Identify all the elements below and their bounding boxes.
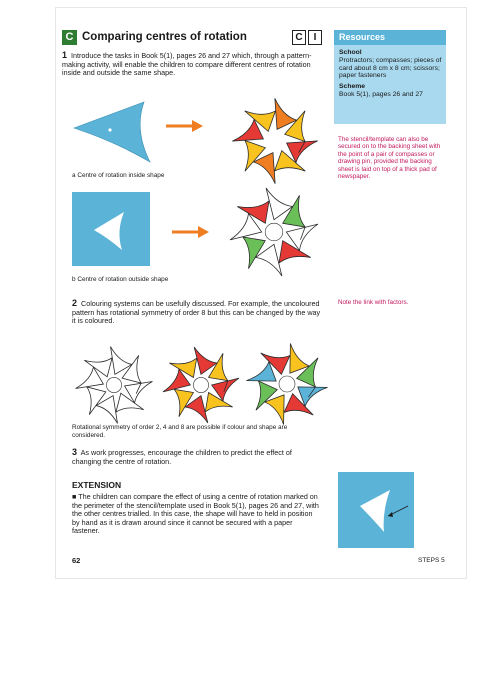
school-text: Protractors; compasses; pieces of card about 8 cm x 8 cm; scissors; paper fasteners [339,56,442,80]
rotation-centre-dot [108,128,111,131]
paragraph-1-number: 1 [62,50,68,60]
stencil-note: The stencil/template can also be secured on to the backing sheet with the point of a pair of compasses or drawing pin, provided the backing sheet is laid on top of a thick pad of newspaper. [338,136,441,181]
resources-heading: Resources [334,30,446,45]
section-header [62,30,324,48]
paragraph-1-text: Introduce the tasks in Book 5(1), pages 26 and 27 which, through a pattern-making activity, will enable the children to compare different centres of rotation inside and outside the same shape. [62,51,312,78]
paragraph-2 [72,299,322,326]
extension-figure [338,472,414,548]
extension-heading: EXTENSION [72,480,122,490]
extension-text: The children can compare the effect of using a centre of rotation marked on the perimeter of the stencil/template used in Book 5(1), pages 26 and 27, with the other centres trialled. In this case, the shape will have to held in position by hand as it is drawn around since it cannot be secured with a paper fastener. [72,492,319,536]
page-title: Comparing centres of rotation [82,31,247,43]
shape-b-figure [72,192,150,266]
extension-body [72,493,322,536]
rosette-centre [193,377,208,392]
paragraph-3-number: 3 [72,447,78,457]
factors-note: Note the link with factors. [338,299,409,306]
arrow-b-icon [170,225,210,239]
rosette-coloured-2-petals [163,347,239,423]
caption-a: a Centre of rotation inside shape [72,172,165,179]
rosette-uncoloured-petals [75,346,154,425]
resources-panel [334,30,446,124]
square-bullet-icon: ■ [72,492,77,501]
paragraph-3 [72,448,322,466]
rosette-centre [106,377,121,392]
arrow-a-icon [164,119,204,133]
paragraph-1 [62,51,324,78]
paragraph-2-text: Colouring systems can be usefully discussed. For example, the uncoloured pattern has rotational symmetry of order 8 but this can be changed by the way it is coloured. [72,299,321,326]
rosette-centre [265,223,283,241]
resources-body [339,49,443,99]
shape-a-figure [70,100,156,166]
i-box: I [308,30,322,45]
footer-steps: STEPS 5 [418,557,445,564]
c-box: C [292,30,306,45]
rosette-centre [279,376,295,392]
scheme-label: Scheme [339,83,366,91]
rosette-coloured-4-petals [244,342,330,426]
ci-boxes [292,30,322,45]
paragraph-2-number: 2 [72,298,78,308]
rosette-uncoloured-figure [72,344,156,426]
blue-shape [74,102,150,162]
scheme-text: Book 5(1), pages 26 and 27 [339,90,423,98]
paragraph-3-text: As work progresses, encourage the children to predict the effect of changing the centre of rotation. [72,448,292,466]
caption-rotation: Rotational symmetry of order 2, 4 and 8 are possible if colour and shape are considered. [72,424,288,439]
school-label: School [339,49,362,56]
rosette-coloured-2-figure [160,344,242,426]
rosette-coloured-4-figure [244,342,330,426]
section-badge: C [62,30,77,45]
rosette-b-petals [230,188,318,276]
caption-b: b Centre of rotation outside shape [72,276,169,283]
rosette-b-figure [226,186,322,278]
page-number: 62 [72,556,81,565]
